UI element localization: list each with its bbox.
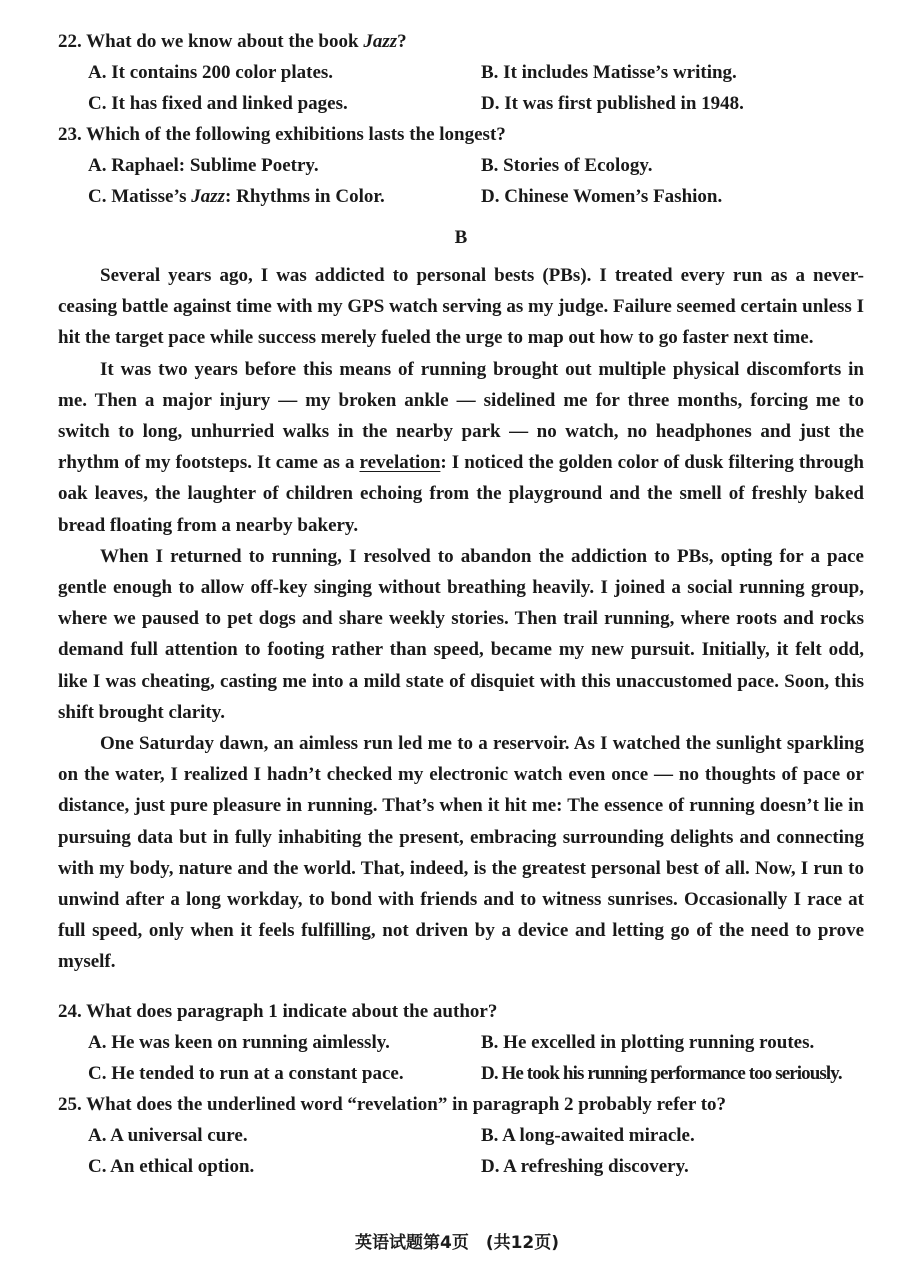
- question-24-option-d[interactable]: D. He took his running performance too seriously.: [481, 1062, 842, 1084]
- question-23-option-c[interactable]: [88, 181, 481, 212]
- question-25-option-b[interactable]: B. A long-awaited miracle.: [481, 1124, 695, 1146]
- question-22-options: [58, 57, 864, 119]
- question-23-option-a[interactable]: A. Raphael: Sublime Poetry.: [88, 155, 319, 176]
- question-25-option-a[interactable]: A. A universal cure.: [88, 1124, 248, 1146]
- question-22-stem-text: 22. What do we know about the book: [58, 31, 364, 52]
- question-23-option-c-prefix: C. Matisse’s: [88, 186, 192, 207]
- question-23-stem: 23. Which of the following exhibitions lasts the longest?: [58, 124, 506, 145]
- question-24-options: [58, 1027, 864, 1089]
- section-b-title: B: [454, 227, 468, 248]
- question-25-option-d[interactable]: D. A refreshing discovery.: [481, 1155, 689, 1177]
- question-22-option-a[interactable]: A. It contains 200 color plates.: [88, 62, 334, 83]
- question-22-option-c[interactable]: C. It has fixed and linked pages.: [88, 93, 348, 114]
- passage-paragraph-2: [58, 354, 864, 541]
- question-23-option-c-suffix: : Rhythms in Color.: [225, 186, 385, 207]
- question-24-stem: 24. What does paragraph 1 indicate about the author?: [58, 1000, 498, 1022]
- question-22-book-title: Jazz: [363, 31, 398, 52]
- exam-page: [58, 26, 864, 1182]
- underlined-word-revelation: revelation: [359, 452, 441, 474]
- page-footer: 英语试题第4页 (共12页): [354, 1233, 560, 1253]
- question-22-stem: [58, 26, 864, 57]
- question-25-options: [58, 1120, 864, 1182]
- question-24-option-a[interactable]: A. He was keen on running aimlessly.: [88, 1031, 390, 1053]
- question-22: [58, 26, 864, 119]
- question-23-options: [58, 150, 864, 212]
- passage-paragraph-1: Several years ago, I was addicted to personal bests (PBs). I treated every run as a never-ceasing battle against time with my GPS watch serving as my judge. Failure seemed certain unless I hit the target pace while success merely fueled the urge to map out how to go faster next time.: [58, 265, 864, 349]
- question-22-option-b[interactable]: B. It includes Matisse’s writing.: [481, 62, 737, 83]
- question-23-option-b[interactable]: B. Stories of Ecology.: [481, 155, 653, 176]
- passage-paragraph-3: When I returned to running, I resolved to abandon the addiction to PBs, opting for a pace gentle enough to allow off-key singing without breathing heavily. I joined a social running group, where we paused to pet dogs and share weekly stories. Then trail running, where roots and rocks demand full attention to footing rather than speed, became my new pursuit. Initially, it felt odd, like I was cheating, casting me into a mild state of disquiet with this unaccustomed pace. Soon, this shift brought clarity.: [58, 545, 864, 723]
- question-23-option-d[interactable]: D. Chinese Women’s Fashion.: [481, 186, 723, 207]
- passage-paragraph-2-end: : I noticed the golden color of dusk filtering through oak leaves, the laughter of children echoing from the playground and the smell of freshly baked bread floating from a nearby bakery.: [58, 452, 864, 536]
- question-22-option-d[interactable]: D. It was first published in 1948.: [481, 93, 744, 114]
- question-23-option-c-title: Jazz: [191, 186, 226, 207]
- question-24: [58, 996, 864, 1089]
- reading-passage-b: [58, 260, 864, 978]
- question-24-option-c[interactable]: C. He tended to run at a constant pace.: [88, 1062, 404, 1084]
- passage-paragraph-4: One Saturday dawn, an aimless run led me to a reservoir. As I watched the sunlight sparkling on the water, I realized I hadn’t checked my electronic watch even once — no thoughts of pace or distance, just pure pleasure in running. That’s when it hit me: The essence of running doesn’t lie in pursuing data but in fully inhabiting the present, embracing surrounding delights and connecting with my body, nature and the world. That, indeed, is the greatest personal best of all. Now, I run to unwind after a long workday, to bond with friends and to witness sunrises. Occasionally I race at full speed, only when it feels fulfilling, not driven by a device and letting go of the need to prove myself.: [58, 733, 864, 973]
- question-25: [58, 1089, 864, 1182]
- question-25-option-c[interactable]: C. An ethical option.: [88, 1155, 255, 1177]
- question-24-option-b[interactable]: B. He excelled in plotting running routes.: [481, 1031, 815, 1053]
- question-25-stem: 25. What does the underlined word “revelation” in paragraph 2 probably refer to?: [58, 1093, 727, 1115]
- question-22-stem-end: ?: [397, 31, 407, 52]
- question-23: [58, 119, 864, 212]
- passage-paragraph-2-start: It was two years before this means of running brought out multiple physical discomforts in me. Then a major injury — my broken ankle — sidelined me for three months, forcing me to switch to long, unhurried walks in the nearby park — no watch, no headphones and just the rhythm of my footsteps. It came as a: [58, 358, 864, 474]
